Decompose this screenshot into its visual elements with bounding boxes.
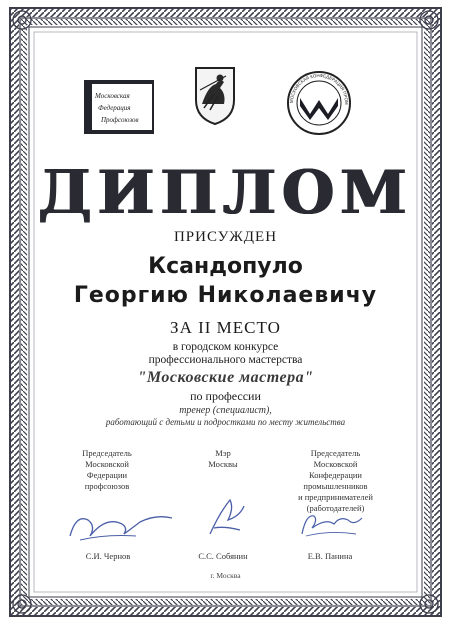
- moscow-coat-of-arms-icon: [190, 64, 240, 126]
- svg-text:Московская: Московская: [95, 92, 130, 100]
- moscow-confederation-logo: [284, 70, 354, 136]
- svg-text:Профсоюзов: Профсоюзов: [101, 116, 139, 124]
- profession-value-2: работающий с детьми и подростками по месту жительства: [105, 417, 346, 427]
- signatory-title-left: Председатель Московской Федерации профсоюзов: [82, 448, 132, 491]
- profession-label: по профессии: [190, 389, 261, 403]
- moscow-federation-of-trade-unions-logo: [84, 80, 154, 134]
- confederation-ring-text: МОСКОВСКАЯ КОНФЕДЕРАЦИЯ ПРОМ: [288, 72, 350, 105]
- recipient-name: Георгию Николаевичу: [73, 283, 378, 308]
- diploma-title: ДИПЛОМ: [38, 158, 413, 228]
- contest-line-1: в городском конкурсе: [172, 341, 279, 353]
- signature-left: [66, 506, 176, 551]
- place-label: ЗА II МЕСТО: [170, 318, 281, 337]
- signatory-name-right: Е.В. Панина: [307, 551, 353, 561]
- contest-line-2: профессионального мастерства: [148, 354, 303, 366]
- signatory-title-center: Мэр Москвы: [208, 448, 238, 469]
- city-label: г. Москва: [210, 571, 241, 580]
- profession-value-1: тренер (специалист),: [179, 405, 272, 416]
- svg-text:Федерация: Федерация: [98, 104, 131, 112]
- signature-center: [200, 494, 250, 545]
- signature-right: [296, 508, 366, 547]
- contest-name: "Московские мастера": [137, 369, 314, 386]
- signatory-name-center: С.С. Собянин: [198, 551, 248, 561]
- signatory-name-left: С.И. Чернов: [85, 551, 131, 561]
- awarded-label: ПРИСУЖДЕН: [173, 229, 278, 245]
- recipient-surname: Ксандопуло: [148, 254, 303, 279]
- signatory-title-right: Председатель Московской Конфедерации промышленников и предпринимателей (работодателей): [298, 448, 373, 513]
- svg-text:МОСКОВСКАЯ КОНФЕДЕРАЦИЯ ПРОМЫШ: [284, 70, 349, 105]
